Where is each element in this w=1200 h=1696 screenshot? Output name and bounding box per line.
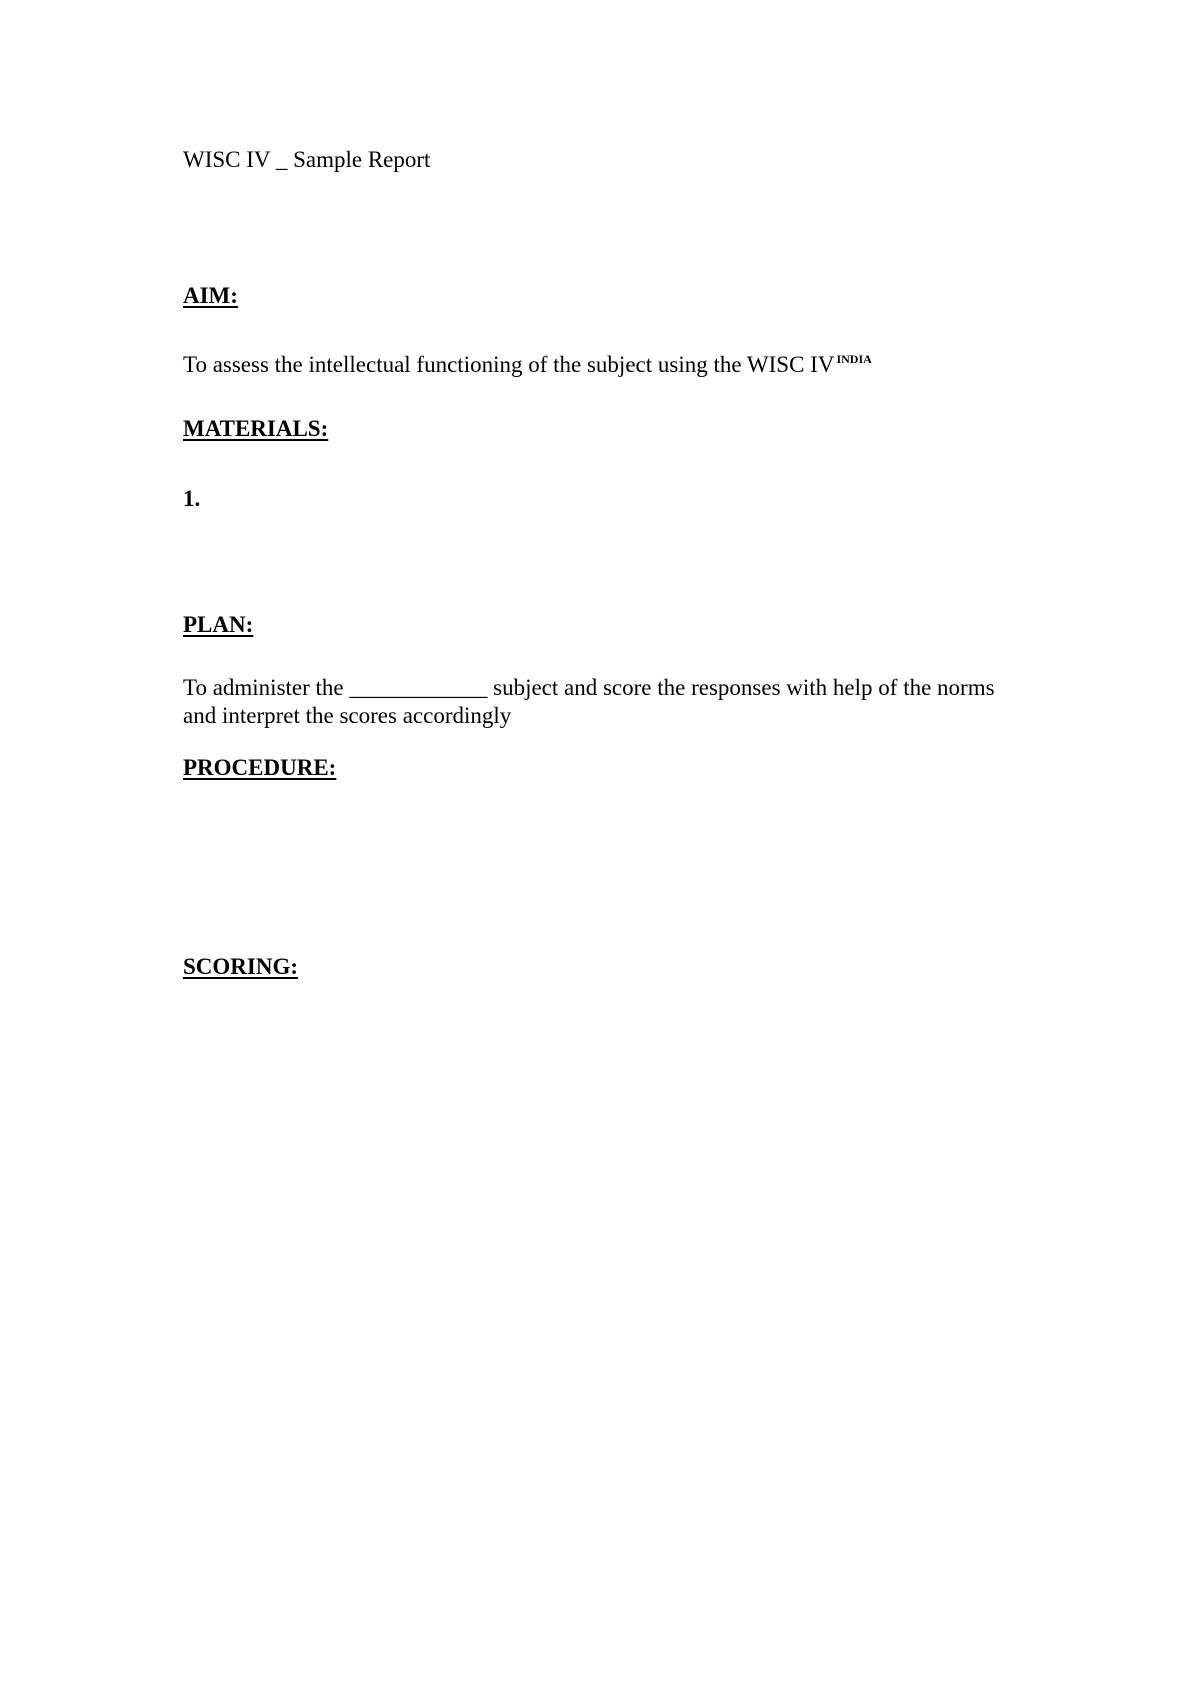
plan-heading: PLAN: <box>183 612 254 637</box>
procedure-heading: PROCEDURE: <box>183 755 337 780</box>
plan-line-1: To administer the ____________ subject and score the responses with help of the norms <box>183 675 995 700</box>
aim-text <box>183 351 872 379</box>
scoring-heading: SCORING: <box>183 954 299 979</box>
document-title: WISC IV _ Sample Report <box>183 147 431 172</box>
aim-text-body: To assess the intellectual functioning of the subject using the WISC IV <box>183 352 835 377</box>
aim-heading: AIM: <box>183 283 238 308</box>
materials-heading: MATERIALS: <box>183 416 329 441</box>
materials-item-1: 1. <box>183 486 201 511</box>
aim-superscript: INDIA <box>836 352 872 367</box>
plan-line-2: and interpret the scores accordingly <box>183 703 512 728</box>
